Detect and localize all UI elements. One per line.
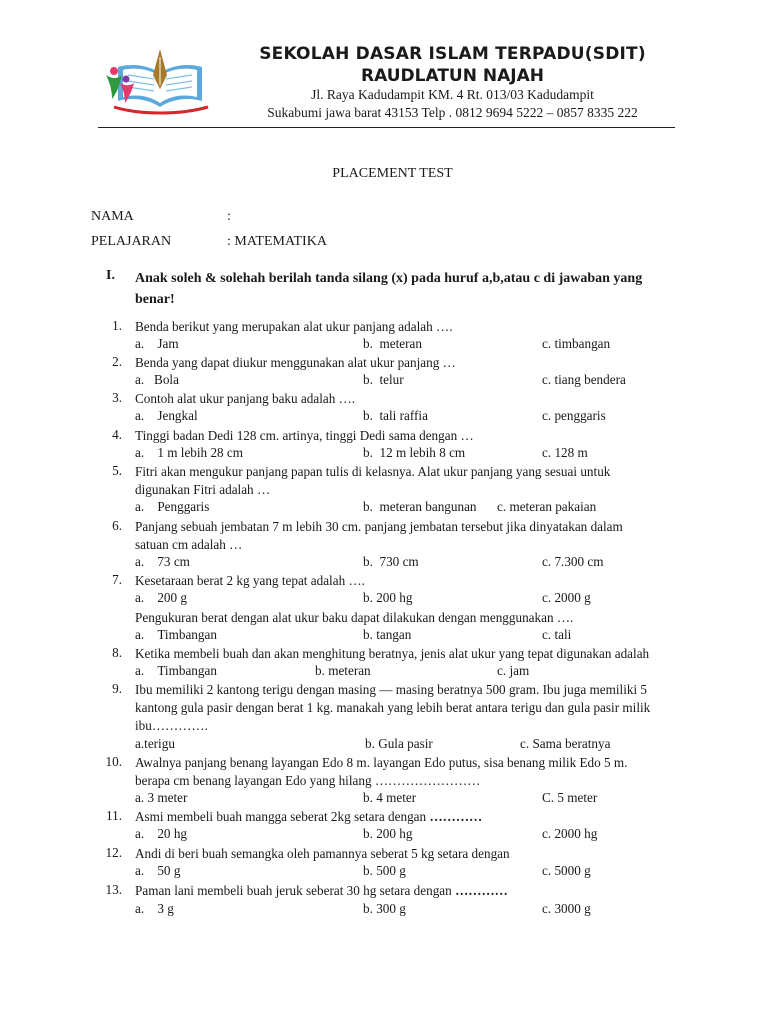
question-number: 10. [105, 754, 122, 769]
school-subname: RAUDLATUN NAJAH [361, 66, 544, 86]
option-a: a. 1 m lebih 28 cm [135, 445, 244, 460]
option-a: a. Penggaris [135, 499, 210, 514]
option-c: c. 128 m [542, 445, 588, 460]
option-a: a. Bola [135, 372, 179, 387]
question-number: 8. [112, 645, 122, 660]
question-text-continued: satuan cm adalah … [135, 537, 243, 552]
option-a: a. Timbangan [135, 663, 217, 678]
question-text: Benda berikut yang merupakan alat ukur panjang adalah …. [135, 319, 453, 334]
pelajaran-value: : MATEMATIKA [227, 234, 327, 249]
option-b: b. tangan [363, 627, 412, 642]
option-b: b. 500 g [363, 863, 406, 878]
question-text-main: Asmi membeli buah mangga seberat 2kg setara dengan [135, 809, 430, 824]
question-number: 1. [112, 318, 122, 333]
question-number: 3. [112, 390, 122, 405]
option-a: a. 73 cm [135, 554, 190, 569]
section-instruction: Anak soleh & solehah berilah tanda silang (x) pada huruf a,b,atau c di jawaban yang benar! [135, 271, 643, 307]
option-a: a. Timbangan [135, 627, 217, 642]
option-c: c. 2000 g [542, 590, 591, 605]
document-title: PLACEMENT TEST [332, 166, 453, 181]
option-b: b. 4 meter [363, 790, 417, 805]
header-divider [98, 127, 675, 128]
option-b: b. 730 cm [363, 554, 419, 569]
question-text: Andi di beri buah semangka oleh pamannya seberat 5 kg setara dengan [135, 846, 510, 861]
question-text-continued: digunakan Fitri adalah … [135, 482, 271, 497]
nama-label: NAMA [91, 209, 134, 224]
option-c: c. jam [497, 663, 530, 678]
question-text: Pengukuran berat dengan alat ukur baku dapat dilakukan dengan menggunakan …. [135, 610, 574, 625]
option-a: a. 200 g [135, 590, 188, 605]
question-text: Contoh alat ukur panjang baku adalah …. [135, 391, 356, 406]
question-text [135, 882, 508, 901]
answer-dots: ………… [429, 809, 483, 824]
option-c: c. meteran pakaian [497, 499, 597, 514]
section-number: I. [106, 268, 115, 283]
option-c: c. 7.300 cm [542, 554, 604, 569]
option-b: b. 200 hg [363, 590, 413, 605]
question-number: 11. [106, 808, 122, 823]
question-number: 12. [105, 845, 122, 860]
question-text: Fitri akan mengukur panjang papan tulis di kelasnya. Alat ukur panjang yang sesuai untuk [135, 464, 611, 479]
question-number: 4. [112, 427, 122, 442]
option-a: a. 3 g [135, 901, 174, 916]
option-a: a. Jam [135, 336, 179, 351]
school-name: SEKOLAH DASAR ISLAM TERPADU(SDIT) [259, 44, 646, 64]
option-c: C. 5 meter [542, 790, 598, 805]
nama-value: : [227, 209, 231, 224]
option-b: b. 300 g [363, 901, 406, 916]
school-address-line1: Jl. Raya Kadudampit KM. 4 Rt. 013/03 Kadudampit [311, 87, 594, 102]
option-c: c. 2000 hg [542, 826, 598, 841]
option-a: a. 3 meter [135, 790, 188, 805]
option-b: b. meteran [315, 663, 371, 678]
question-text: Awalnya panjang benang layangan Edo 8 m. layangan Edo putus, sisa benang milik Edo 5 m. [135, 755, 628, 770]
option-b: b. Gula pasir [365, 736, 433, 751]
question-text: Tinggi badan Dedi 128 cm. artinya, tinggi Dedi sama dengan … [135, 428, 474, 443]
option-a: a. 20 hg [135, 826, 188, 841]
option-b: b. 200 hg [363, 826, 413, 841]
option-c: c. timbangan [542, 336, 611, 351]
option-c: c. tali [542, 627, 572, 642]
question-number: 5. [112, 463, 122, 478]
question-number: 6. [112, 518, 122, 533]
question-number: 9. [112, 681, 122, 696]
question-text: Ibu memiliki 2 kantong terigu dengan masing — masing beratnya 500 gram. Ibu juga memiliki 5 [135, 682, 648, 697]
option-c: c. Sama beratnya [520, 736, 611, 751]
question-text-main: Paman lani membeli buah jeruk seberat 30 hg setara dengan [135, 883, 456, 898]
option-c: c. 5000 g [542, 863, 591, 878]
question-text-continued: ibu…………. [135, 718, 208, 733]
option-a: a. 50 g [135, 863, 181, 878]
option-c: c. 3000 g [542, 901, 591, 916]
question-text: Benda yang dapat diukur menggunakan alat ukur panjang … [135, 355, 456, 370]
option-b: b. telur [363, 372, 404, 387]
school-logo [100, 45, 220, 117]
pelajaran-label: PELAJARAN [91, 234, 172, 249]
question-text: Kesetaraan berat 2 kg yang tepat adalah …. [135, 573, 365, 588]
question-text [135, 808, 482, 827]
question-text: Ketika membeli buah dan akan menghitung beratnya, jenis alat ukur yang tepat digunakan adalah [135, 646, 650, 661]
option-b: b. meteran bangunan [363, 499, 477, 514]
option-a: a. Jengkal [135, 408, 198, 423]
question-number: 2. [112, 354, 122, 369]
question-text: Panjang sebuah jembatan 7 m lebih 30 cm. panjang jembatan tersebut jika dinyatakan dalam [135, 519, 623, 534]
option-c: c. penggaris [542, 408, 606, 423]
option-a: a.terigu [135, 736, 175, 751]
school-address-line2: Sukabumi jawa barat 43153 Telp . 0812 9694 5222 – 0857 8335 222 [267, 105, 638, 120]
option-b: b. 12 m lebih 8 cm [363, 445, 466, 460]
option-c: c. tiang bendera [542, 372, 626, 387]
option-b: b. meteran [363, 336, 422, 351]
question-number: 7. [112, 572, 122, 587]
question-text-continued: berapa cm benang layangan Edo yang hilang …………………… [135, 773, 481, 788]
option-b: b. tali raffia [363, 408, 428, 423]
question-text-continued: kantong gula pasir dengan berat 1 kg. manakah yang lebih berat antara terigu dan gula pasir milik [135, 700, 651, 715]
question-number: 13. [105, 882, 122, 897]
answer-dots: ………… [455, 883, 508, 898]
